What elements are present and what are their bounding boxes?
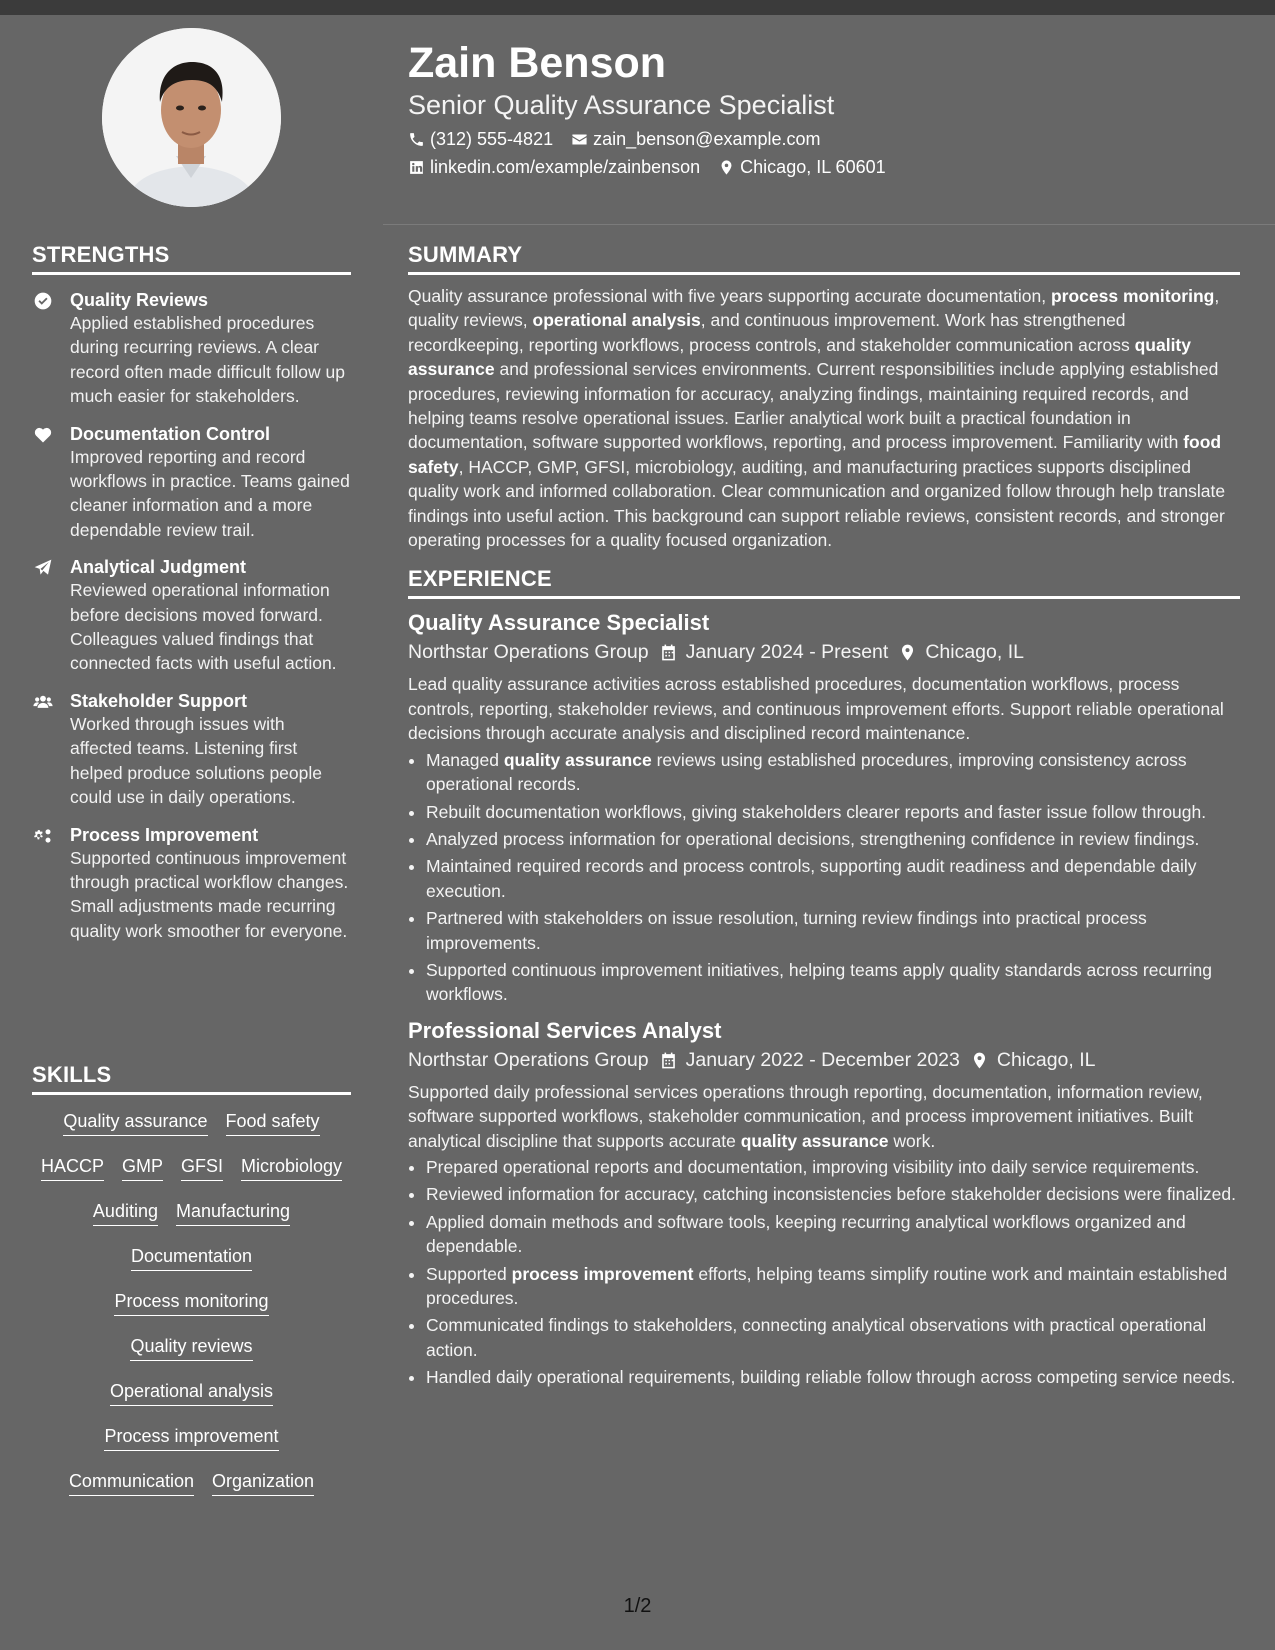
- strength-title: Stakeholder Support: [70, 690, 248, 711]
- job-entry: [408, 609, 1240, 1006]
- job-bullet: [426, 1365, 1240, 1389]
- email-text: zain_benson@example.com: [593, 128, 821, 149]
- main-column: [408, 242, 1240, 1393]
- skill-row: [32, 1469, 351, 1514]
- job-company: Northstar Operations Group: [408, 1048, 649, 1071]
- strengths-rule: [32, 272, 351, 275]
- skill-row: [32, 1334, 351, 1379]
- text-run: Supported continuous improvement initiatives, helping teams apply quality standards across recurring workflows.: [426, 959, 1212, 1005]
- top-bar: [0, 0, 1275, 15]
- skill-tag: Process improvement: [104, 1424, 278, 1451]
- skill-tag: GMP: [122, 1154, 163, 1181]
- text-run: Supported daily professional services operations through reporting, documentation, information review, software supported workflows, stakeholder communication, and process improvement initiatives. Built analytical discipline that supports accurate: [408, 1081, 1203, 1151]
- job-location: [970, 1049, 1096, 1072]
- phone-text: (312) 555-4821: [430, 128, 554, 149]
- strength-description: Applied established procedures during recurring reviews. A clear record often made difficult follow up much easier for stakeholders.: [70, 313, 345, 407]
- experience-rule: [408, 596, 1240, 599]
- strengths-section: [32, 242, 351, 943]
- summary-heading: SUMMARY: [408, 242, 523, 267]
- skill-tag: Communication: [69, 1469, 194, 1496]
- skill-tag: GFSI: [181, 1154, 223, 1181]
- experience-heading: EXPERIENCE: [408, 566, 552, 592]
- phone-icon: [408, 131, 425, 148]
- strength-title: Process Improvement: [70, 824, 259, 845]
- skill-row: [32, 1199, 351, 1244]
- header-divider: [383, 224, 1275, 225]
- skills-section: [32, 1062, 351, 1514]
- strength-description: Worked through issues with affected teams. Listening first helped produce solutions people could use in daily operations.: [70, 713, 322, 808]
- bold-keyword: process improvement: [511, 1263, 694, 1284]
- users-icon: [32, 692, 54, 712]
- strength-item: [32, 690, 351, 810]
- text-run: Lead quality assurance activities across established procedures, documentation workflows, process controls, reporting, stakeholder reviews, and continuous improvement efforts. Support reliable operational decisions through accurate analysis and disciplined record maintenance.: [408, 674, 1224, 744]
- text-run: Communicated findings to stakeholders, connecting analytical observations with practical operational action.: [426, 1315, 1207, 1360]
- job-bullets: [408, 1155, 1240, 1390]
- job-bullet: [426, 854, 1240, 903]
- text-run: Prepared operational reports and documentation, improving visibility into daily service requirements.: [426, 1156, 1200, 1177]
- contact-email[interactable]: [571, 129, 820, 150]
- candidate-name: Zain Benson: [408, 39, 667, 87]
- paper-plane-icon: [32, 558, 54, 578]
- strength-title: Documentation Control: [70, 423, 270, 444]
- strength-item: [32, 289, 351, 409]
- job-meta: [408, 1049, 1240, 1072]
- skill-tag: Organization: [212, 1469, 314, 1496]
- contact-location: [718, 157, 885, 178]
- job-dates: [659, 641, 889, 664]
- summary-rule: [408, 272, 1240, 275]
- bold-keyword: quality assurance: [408, 334, 1191, 380]
- summary-text: [408, 284, 1240, 552]
- check-circle-icon: [32, 291, 54, 311]
- text-run: , HACCP, GMP, GFSI, microbiology, auditing, and manufacturing practices supports disciplined quality work and informed collaboration. Clear communication and organized follow through help translate findings into useful action. This background can support reliable reviews, consistent records, and stronger operating processes for a quality focused organization.: [408, 456, 1226, 551]
- text-run: Analyzed process information for operational decisions, strengthening confidence in review findings.: [426, 828, 1200, 849]
- job-description: [408, 1080, 1240, 1153]
- map-pin-icon: [898, 643, 917, 662]
- text-run: Applied domain methods and software tools, keeping recurring analytical workflows organized and dependable.: [426, 1211, 1186, 1257]
- skill-tag: Microbiology: [241, 1154, 342, 1181]
- profile-photo-image: [102, 28, 281, 207]
- page-number: 1/2: [623, 1595, 652, 1617]
- strengths-heading: STRENGTHS: [32, 242, 170, 267]
- skill-tag: Process monitoring: [114, 1289, 268, 1316]
- skill-tag: Food safety: [226, 1109, 320, 1136]
- skill-row: [32, 1154, 351, 1199]
- text-run: , and continuous improvement. Work has strengthened recordkeeping, reporting workflows, process controls, and stakeholder communication across: [408, 310, 1135, 355]
- skills-rule: [32, 1092, 351, 1095]
- jobs-list: [408, 609, 1240, 1389]
- job-bullet: [426, 827, 1240, 851]
- bold-keyword: process monitoring: [1050, 286, 1215, 306]
- strength-item: [32, 556, 351, 676]
- skill-tag: Quality reviews: [130, 1334, 252, 1361]
- envelope-icon: [571, 131, 588, 148]
- job-location: [898, 641, 1024, 664]
- location-text: Chicago, IL 60601: [740, 156, 886, 177]
- strength-title: Analytical Judgment: [70, 557, 247, 578]
- calendar-icon: [659, 1051, 678, 1070]
- job-dates: [659, 1049, 960, 1072]
- job-description: [408, 672, 1240, 745]
- job-bullet: [426, 748, 1240, 797]
- strength-item: [32, 824, 351, 944]
- skills-heading: SKILLS: [32, 1062, 112, 1087]
- map-pin-icon: [970, 1051, 989, 1070]
- skill-row: [32, 1244, 351, 1289]
- job-title: Professional Services Analyst: [408, 1017, 722, 1043]
- skill-tag: HACCP: [41, 1154, 104, 1181]
- skills-list: [32, 1109, 351, 1514]
- job-bullet: [426, 906, 1240, 955]
- text-run: work.: [888, 1130, 936, 1151]
- calendar-icon: [659, 643, 678, 662]
- candidate-title: Senior Quality Assurance Specialist: [408, 90, 835, 121]
- job-dates-text: January 2022 - December 2023: [685, 1048, 960, 1071]
- bold-keyword: quality assurance: [503, 749, 652, 770]
- skill-tag: Quality assurance: [63, 1109, 207, 1136]
- text-run: reviews using established procedures, improving consistency across operational records.: [426, 749, 1187, 795]
- profile-photo: [102, 28, 281, 207]
- experience-section: [408, 566, 1240, 1389]
- map-pin-icon: [718, 159, 735, 176]
- linkedin-icon: [408, 159, 425, 176]
- text-run: Handled daily operational requirements, building reliable follow through across competing service needs.: [426, 1367, 1236, 1388]
- contact-row-1: [408, 129, 1248, 150]
- summary-section: [408, 242, 1240, 552]
- job-bullets: [408, 748, 1240, 1007]
- text-run: Quality assurance professional with five years supporting accurate documentation,: [408, 286, 1051, 306]
- skill-row: [32, 1289, 351, 1334]
- skill-row: [32, 1109, 351, 1154]
- contact-row-2: [408, 157, 1248, 178]
- contact-phone[interactable]: [408, 129, 553, 150]
- linkedin-text: linkedin.com/example/zainbenson: [430, 156, 701, 177]
- job-title: Quality Assurance Specialist: [408, 610, 710, 636]
- text-run: , quality reviews,: [408, 286, 1220, 331]
- strength-description: Improved reporting and record workflows in practice. Teams gained cleaner information and a more dependable review trail.: [70, 446, 350, 540]
- heart-icon: [32, 425, 54, 445]
- skill-tag: Operational analysis: [110, 1379, 273, 1406]
- text-run: Rebuilt documentation workflows, giving stakeholders clearer reports and faster issue follow through.: [426, 801, 1207, 822]
- skill-tag: Auditing: [93, 1199, 158, 1226]
- skill-row: [32, 1424, 351, 1469]
- job-bullet: [426, 1155, 1240, 1179]
- bold-keyword: food safety: [408, 432, 1222, 477]
- job-dates-text: January 2024 - Present: [685, 641, 889, 664]
- job-bullet: [426, 1313, 1240, 1362]
- text-run: Partnered with stakeholders on issue resolution, turning review findings into practical process improvements.: [426, 908, 1147, 953]
- text-run: efforts, helping teams simplify routine work and maintain established procedures.: [426, 1263, 1228, 1308]
- text-run: Maintained required records and process controls, supporting audit readiness and dependable daily execution.: [426, 856, 1197, 901]
- contact-linkedin[interactable]: [408, 157, 700, 178]
- job-location-text: Chicago, IL: [925, 641, 1024, 664]
- bold-keyword: operational analysis: [532, 310, 701, 331]
- job-entry: [408, 1017, 1240, 1390]
- text-run: and professional services environments. Current responsibilities include applying established procedures, reviewing information for accuracy, analyzing findings, maintaining required records, and helping teams resolve operational issues. Earlier analytical work built a practical foundation in documentation, software supported workflows, reporting, and process improvement. Familiarity with: [408, 359, 1219, 453]
- job-bullet: [426, 1210, 1240, 1259]
- text-run: Supported: [426, 1263, 512, 1284]
- skill-row: [32, 1379, 351, 1424]
- job-bullet: [426, 800, 1240, 824]
- text-run: Reviewed information for accuracy, catching inconsistencies before stakeholder decisions were finalized.: [426, 1184, 1236, 1205]
- skill-tag: Documentation: [131, 1244, 252, 1271]
- strength-title: Quality Reviews: [70, 290, 209, 310]
- job-bullet: [426, 1182, 1240, 1206]
- job-meta: [408, 641, 1240, 664]
- strength-description: Supported continuous improvement through practical workflow changes. Small adjustments made recurring quality work smoother for everyone.: [70, 847, 349, 941]
- bold-keyword: quality assurance: [740, 1130, 889, 1151]
- header: [408, 40, 1248, 178]
- strength-description: Reviewed operational information before decisions moved forward. Colleagues valued findings that connected facts with useful action.: [70, 580, 337, 674]
- job-bullet: [426, 958, 1240, 1007]
- strength-item: [32, 423, 351, 543]
- job-company: Northstar Operations Group: [408, 641, 649, 664]
- text-run: Managed: [426, 749, 504, 770]
- skill-tag: Manufacturing: [176, 1199, 290, 1226]
- job-bullet: [426, 1262, 1240, 1311]
- cogs-icon: [32, 826, 54, 846]
- job-location-text: Chicago, IL: [996, 1048, 1096, 1071]
